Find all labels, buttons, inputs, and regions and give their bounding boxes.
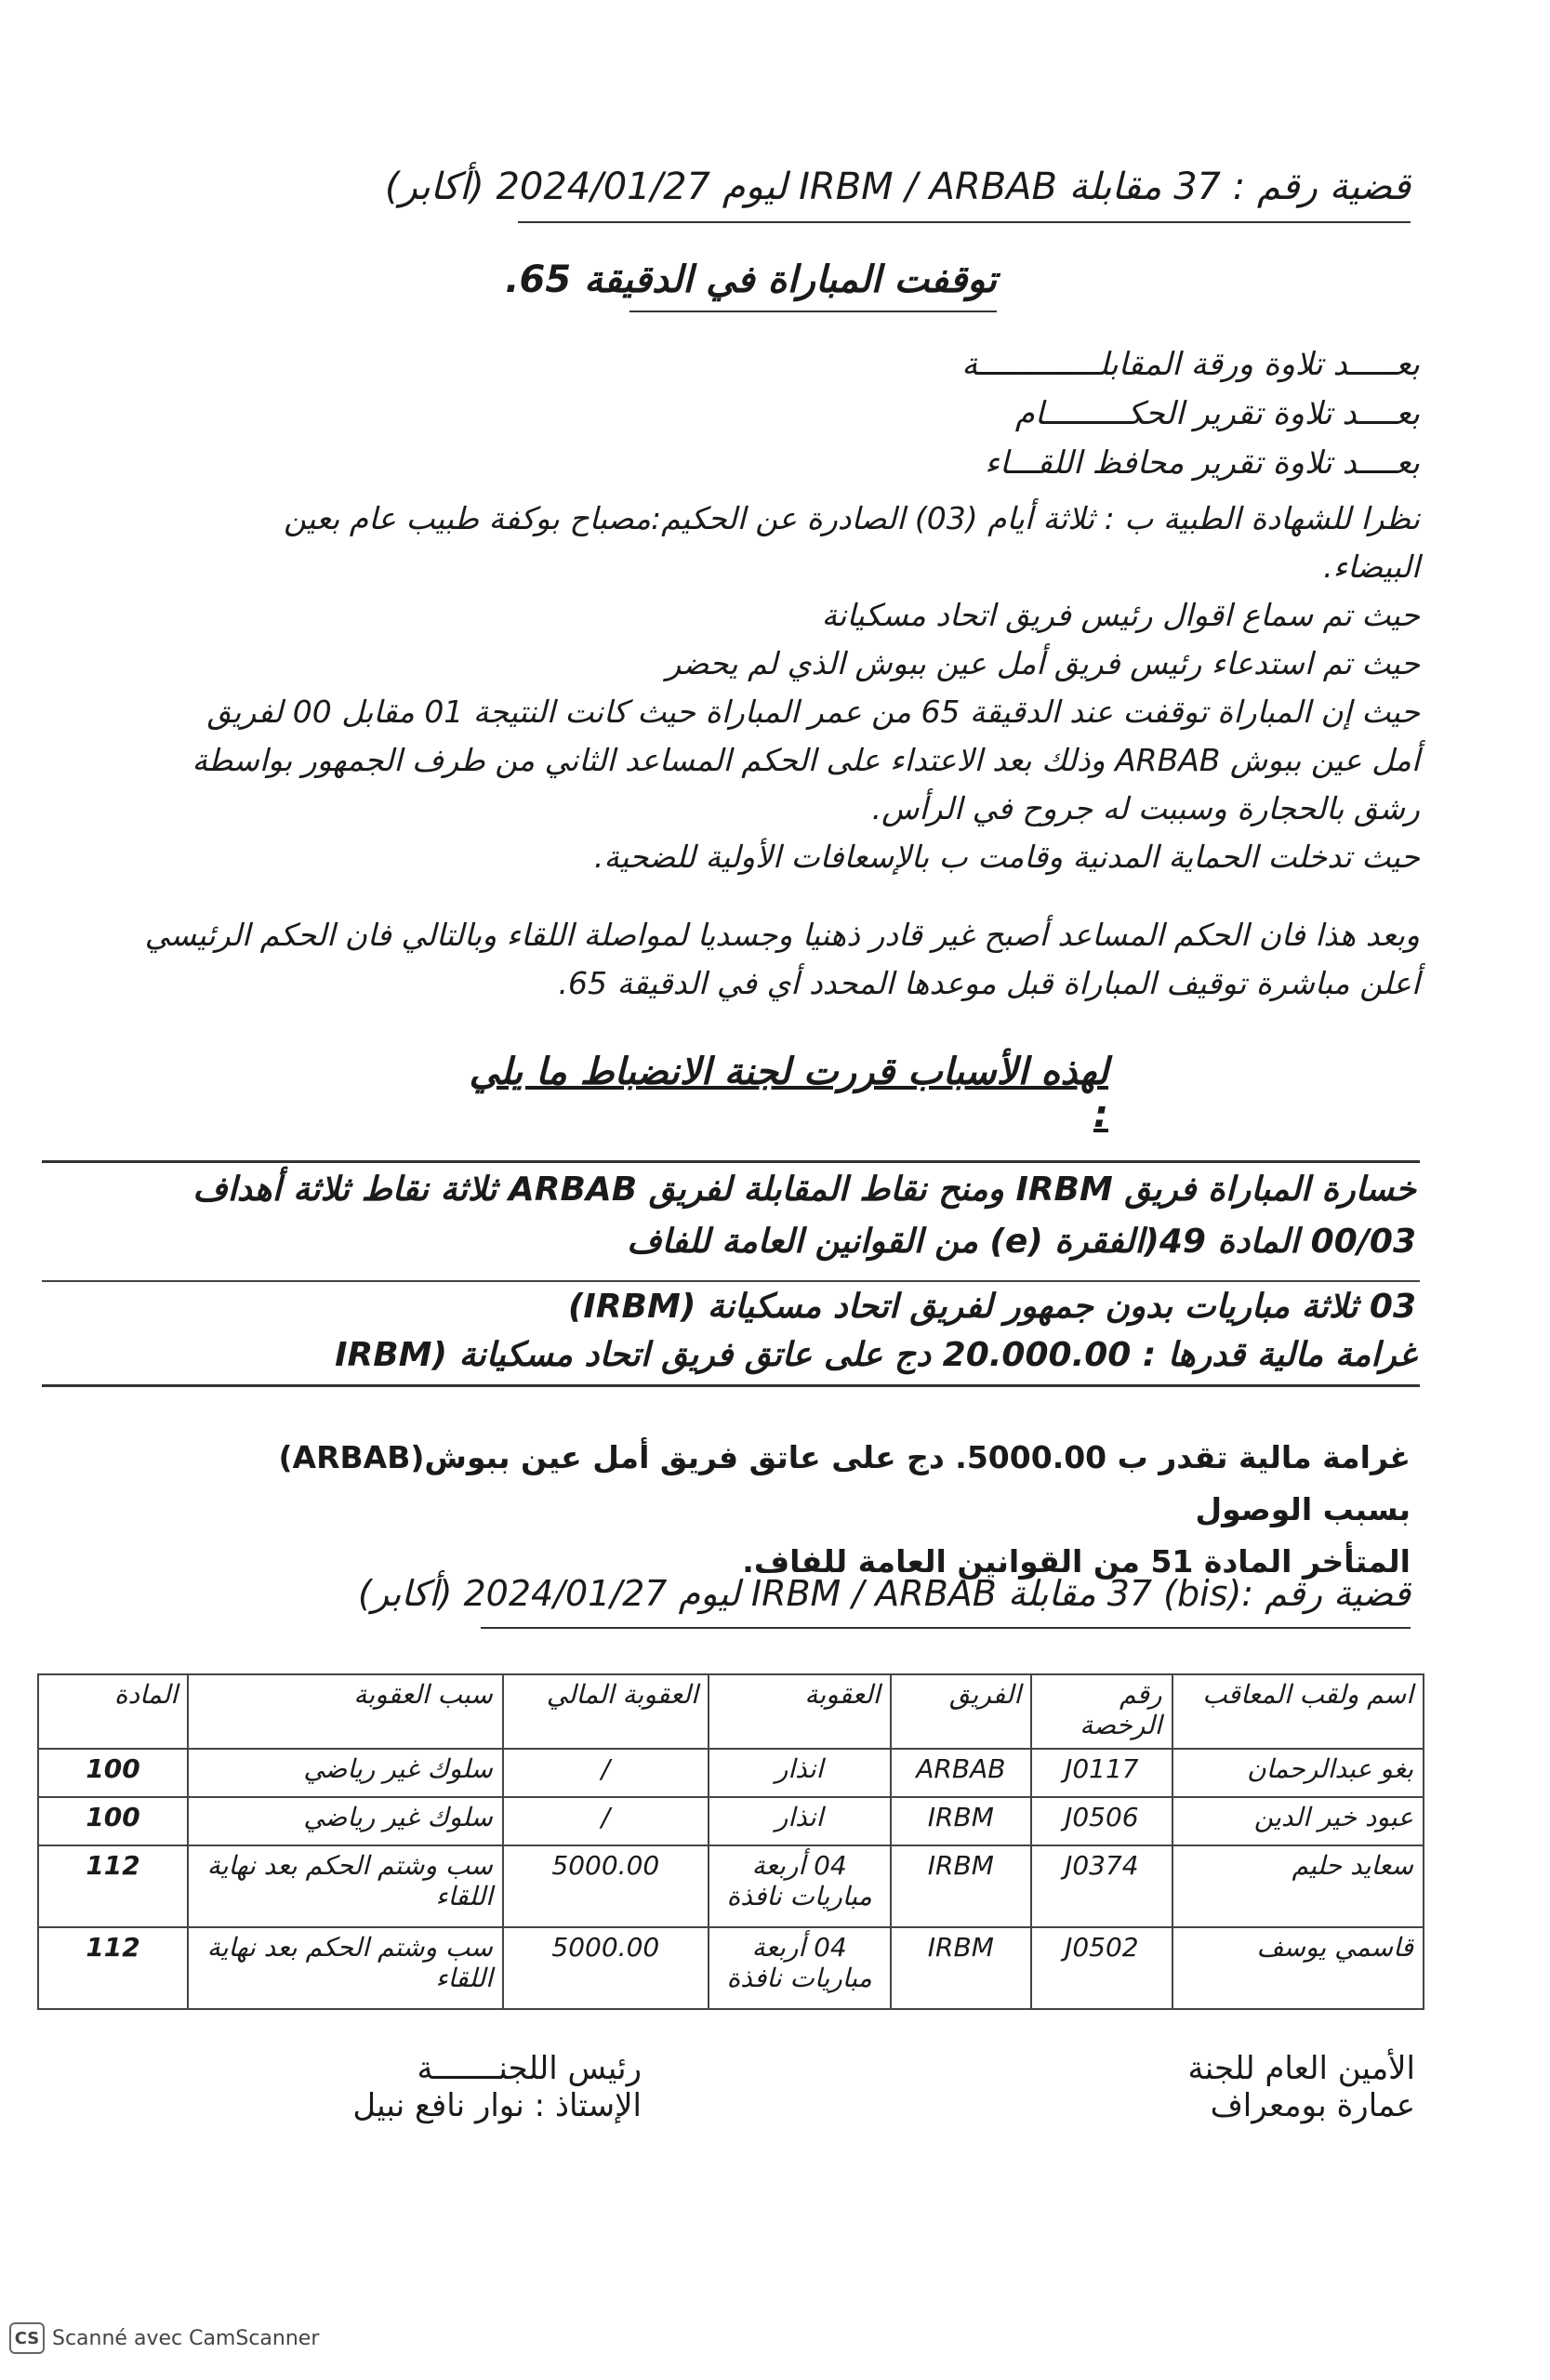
stop-title-underline [629,311,997,312]
column-header: الفريق [891,1674,1032,1749]
table-cell: سب وشتم الحكم بعد نهاية اللقاء [188,1927,503,2009]
column-header: اسم ولقب المعاقب [1172,1674,1424,1749]
secretary-name: عمارة بومعراف [1210,2087,1415,2124]
decision-line-1: خسارة المباراة فريق IRBM ومنح نقاط المقابلة لفريق ARBAB ثلاثة نقاط ثلاثة أهداف [192,1170,1416,1209]
stop-title-text: توقفت المباراة في الدقيقة 65. [505,258,997,301]
camscanner-logo-icon: CS [9,2322,45,2354]
fine-paragraph-line: غرامة مالية تقدر ب 5000.00. دج على عاتق فريق أمل عين ببوش(ARBAB) بسبب الوصول [278,1439,1411,1527]
decision-divider [42,1280,1420,1282]
table-cell: 100 [38,1749,188,1797]
paragraph-1-line: حيث تم سماع اقوال رئيس فريق اتحاد مسكيانة [821,597,1420,633]
table-cell: قاسمي يوسف [1172,1927,1424,2009]
paragraph-1-line: رشق بالحجارة وسببت له جروح في الرأس. [871,790,1420,826]
case-title [202,165,1411,208]
table-cell: انذار [709,1797,891,1845]
table-cell: IRBM [891,1845,1032,1927]
decision-line-2: 00/03 المادة 49(الفقرة (e) من القوانين العامة للفاف [627,1223,1416,1261]
case-bis-underline [481,1627,1411,1629]
table-cell: J0506 [1031,1797,1172,1845]
secretary-title: الأمين العام للجنة [1187,2050,1415,2087]
table-cell: IRBM [891,1927,1032,2009]
camscanner-watermark [9,2322,319,2354]
paragraph-1-line: أمل عين ببوش ARBAB وذلك بعد الاعتداء على الحكم المساعد الثاني من طرف الجمهور بواسطة [192,742,1420,778]
paragraph-1-line: حيث تدخلت الحماية المدنية وقامت ب بالإسعافات الأولية للضحية. [593,839,1420,875]
table-cell: J0502 [1031,1927,1172,2009]
case-bis-title [202,1573,1411,1614]
case-bis-title-text: قضية رقم :(bis) 37 مقابلة IRBM / ARBAB ليوم 2024/01/27 (أكابر) [357,1573,1411,1614]
table-cell: سب وشتم الحكم بعد نهاية اللقاء [188,1845,503,1927]
decision-box [42,1160,1420,1387]
paragraph-2-line: أعلن مباشرة توقيف المباراة قبل موعدها المحدد أي في الدقيقة 65. [558,965,1420,1001]
paragraph-1 [118,495,1420,881]
table-cell: 112 [38,1845,188,1927]
table-cell: J0117 [1031,1749,1172,1797]
table-cell: / [503,1749,709,1797]
paragraph-1-line: حيث تم استدعاء رئيس فريق أمل عين ببوش الذي لم يحضر [666,645,1420,681]
column-header: العقوبة المالي [503,1674,709,1749]
table-cell: 100 [38,1797,188,1845]
table-cell: 5000.00 [503,1927,709,2009]
column-header: سبب العقوبة [188,1674,503,1749]
table-cell: J0374 [1031,1845,1172,1927]
table-row [38,1845,1424,1927]
fine-paragraph [202,1432,1411,1588]
column-header: العقوبة [709,1674,891,1749]
table-cell: 04 أربعة مباريات نافذة [709,1927,891,2009]
paragraph-1-line: نظرا للشهادة الطبية ب : ثلاثة أيام (03) الصادرة عن الحكيم:مصباح بوكفة طبيب عام بعين [284,500,1420,536]
decision-line-3: 03 ثلاثة مباريات بدون جمهور لفريق اتحاد مسكيانة (IRBM) [567,1288,1416,1326]
after-line-1: بعـــــد تلاوة ورقة المقابلـــــــــــــة [961,346,1420,383]
secretary-signature [1118,2050,1415,2124]
table-cell: ARBAB [891,1749,1032,1797]
table-cell: سلوك غير رياضي [188,1797,503,1845]
paragraph-2-line: وبعد هذا فان الحكم المساعد أصبح غير قادر ذهنيا وجسديا لمواصلة اللقاء وبالتالي فان الحكم الرئيسي [144,917,1420,953]
table-cell: عبود خير الدين [1172,1797,1424,1845]
after-line-2: بعــــد تلاوة تقرير الحكـــــــــام [1014,395,1420,432]
president-signature [251,2050,642,2124]
table-cell: انذار [709,1749,891,1797]
case-title-underline [518,221,1411,223]
table-cell: سلوك غير رياضي [188,1749,503,1797]
table-row [38,1797,1424,1845]
table-cell: / [503,1797,709,1845]
paragraph-1-line: حيث إن المباراة توقفت عند الدقيقة 65 من عمر المباراة حيث كانت النتيجة 01 مقابل 00 لفريق [206,694,1420,730]
table-cell: بغو عبدالرحمان [1172,1749,1424,1797]
decision-heading: لهذه الأسباب قررت لجنة الانضباط ما يلي : [469,1051,1108,1136]
after-line-3: بعــــد تلاوة تقرير محافظ اللقـــاء [985,444,1420,482]
paragraph-1-line: البيضاء. [1323,549,1420,585]
stop-title [346,258,997,301]
table-cell: سعايد حليم [1172,1845,1424,1927]
column-header: المادة [38,1674,188,1749]
table-cell: 112 [38,1927,188,2009]
camscanner-text: Scanné avec CamScanner [52,2326,320,2350]
column-header: رقم الرخصة [1031,1674,1172,1749]
table-row [38,1927,1424,2009]
sanctions-table [37,1673,1424,2010]
table-cell: 5000.00 [503,1845,709,1927]
decision-line-4: غرامة مالية قدرها : 20.000.00 دج على عاتق فريق اتحاد مسكيانة (IRBM [335,1336,1416,1374]
table-cell: IRBM [891,1797,1032,1845]
president-title: رئيس اللجنـــــــة [417,2050,642,2087]
table-header-row [38,1674,1424,1749]
president-name: الإستاذ : نوار نافع نبيل [352,2087,642,2124]
fine-paragraph-line: المتأخر المادة 51 من القوانين العامة للفاف. [742,1543,1411,1580]
paragraph-2 [118,911,1420,1008]
table-row [38,1749,1424,1797]
case-title-text: قضية رقم : 37 مقابلة IRBM / ARBAB ليوم 2024/01/27 (أكابر) [384,165,1411,208]
table-cell: 04 أربعة مباريات نافذة [709,1845,891,1927]
